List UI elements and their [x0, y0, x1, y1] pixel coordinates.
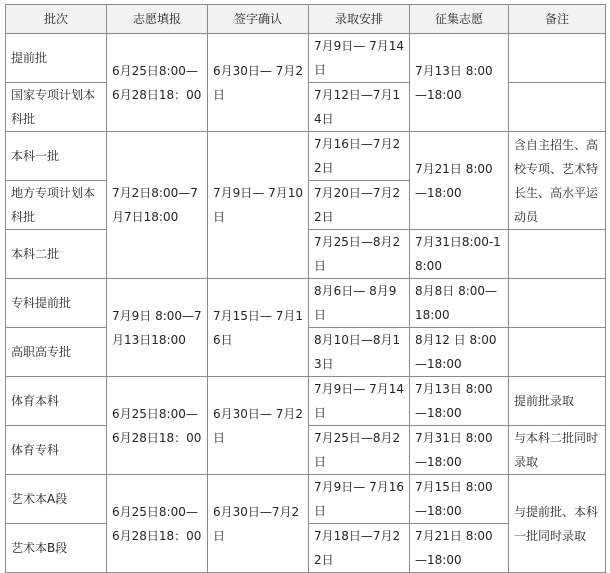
batch-cell: 国家专项计划本科批 — [6, 83, 107, 132]
fill-cell: 6月25日8:00—6月28日18：00 — [107, 34, 208, 132]
admission-cell: 7月9日— 7月14日 — [309, 377, 410, 426]
batch-cell: 艺术本B段 — [6, 524, 107, 573]
sign-cell: 6月30日— 7月2日 — [208, 377, 309, 475]
batch-cell: 体育专科 — [6, 426, 107, 475]
admission-cell: 7月25日—8月2日 — [309, 426, 410, 475]
fill-cell: 7月2日8:00—7月7日18:00 — [107, 132, 208, 279]
sign-cell: 6月30日—7月2日 — [208, 475, 309, 573]
batch-cell: 专科提前批 — [6, 279, 107, 328]
table-row — [6, 34, 606, 83]
note-cell — [509, 279, 606, 328]
note-cell: 与提前批、本科一批同时录取 — [509, 475, 606, 573]
admission-cell: 7月25日—8月2日 — [309, 230, 410, 279]
collect-cell: 7月31日 8:00—18:00 — [410, 426, 509, 475]
table-row — [6, 279, 606, 328]
collect-cell: 8月8日 8:00—18:00 — [410, 279, 509, 328]
collect-cell: 7月13日 8:00—18:00 — [410, 34, 509, 132]
fill-cell: 7月9日 8:00—7月13日18:00 — [107, 279, 208, 377]
note-cell — [509, 34, 606, 83]
sign-cell: 7月9日— 7月10日 — [208, 132, 309, 279]
header-cell-note: 备注 — [509, 5, 606, 34]
batch-cell: 体育本科 — [6, 377, 107, 426]
collect-cell: 7月15日 8:00—18:00 — [410, 475, 509, 524]
note-cell — [509, 230, 606, 279]
note-cell: 提前批录取 — [509, 377, 606, 426]
header-cell-fill: 志愿填报 — [107, 5, 208, 34]
admission-cell: 8月10日—8月13日 — [309, 328, 410, 377]
batch-cell: 艺术本A段 — [6, 475, 107, 524]
batch-cell: 高职高专批 — [6, 328, 107, 377]
batch-cell: 提前批 — [6, 34, 107, 83]
collect-cell: 7月31日8:00-18:00 — [410, 230, 509, 279]
admission-schedule-table — [5, 4, 606, 573]
collect-cell: 7月21日 8:00—18:00 — [410, 524, 509, 573]
admission-cell: 8月6日— 8月9日 — [309, 279, 410, 328]
header-cell-batch: 批次 — [6, 5, 107, 34]
admission-cell: 7月16日—7月22日 — [309, 132, 410, 181]
admission-cell: 7月12日—7月14日 — [309, 83, 410, 132]
sign-cell: 6月30日— 7月2日 — [208, 34, 309, 132]
collect-cell: 8月12 日 8:00—18:00 — [410, 328, 509, 377]
table-row — [6, 377, 606, 426]
fill-cell: 6月25日8:00—6月28日18：00 — [107, 475, 208, 573]
collect-cell: 7月13日 8:00—18:00 — [410, 377, 509, 426]
table-row — [6, 475, 606, 524]
header-row — [6, 5, 606, 34]
admission-cell: 7月9日— 7月14日 — [309, 34, 410, 83]
admission-cell: 7月18日—7月22日 — [309, 524, 410, 573]
sign-cell: 7月15日— 7月16日 — [208, 279, 309, 377]
note-cell: 含自主招生、高校专项、艺术特长生、高水平运动员 — [509, 132, 606, 230]
header-cell-collect: 征集志愿 — [410, 5, 509, 34]
header-cell-sign: 签字确认 — [208, 5, 309, 34]
batch-cell: 本科一批 — [6, 132, 107, 181]
table-row — [6, 132, 606, 181]
admission-cell: 7月9日— 7月16日 — [309, 475, 410, 524]
collect-cell: 7月21日 8:00—18:00 — [410, 132, 509, 230]
batch-cell: 本科二批 — [6, 230, 107, 279]
fill-cell: 6月25日8:00—6月28日18：00 — [107, 377, 208, 475]
header-cell-admission: 录取安排 — [309, 5, 410, 34]
admission-cell: 7月20日—7月22日 — [309, 181, 410, 230]
note-cell: 与本科二批同时录取 — [509, 426, 606, 475]
note-cell — [509, 83, 606, 132]
note-cell — [509, 328, 606, 377]
batch-cell: 地方专项计划本科批 — [6, 181, 107, 230]
